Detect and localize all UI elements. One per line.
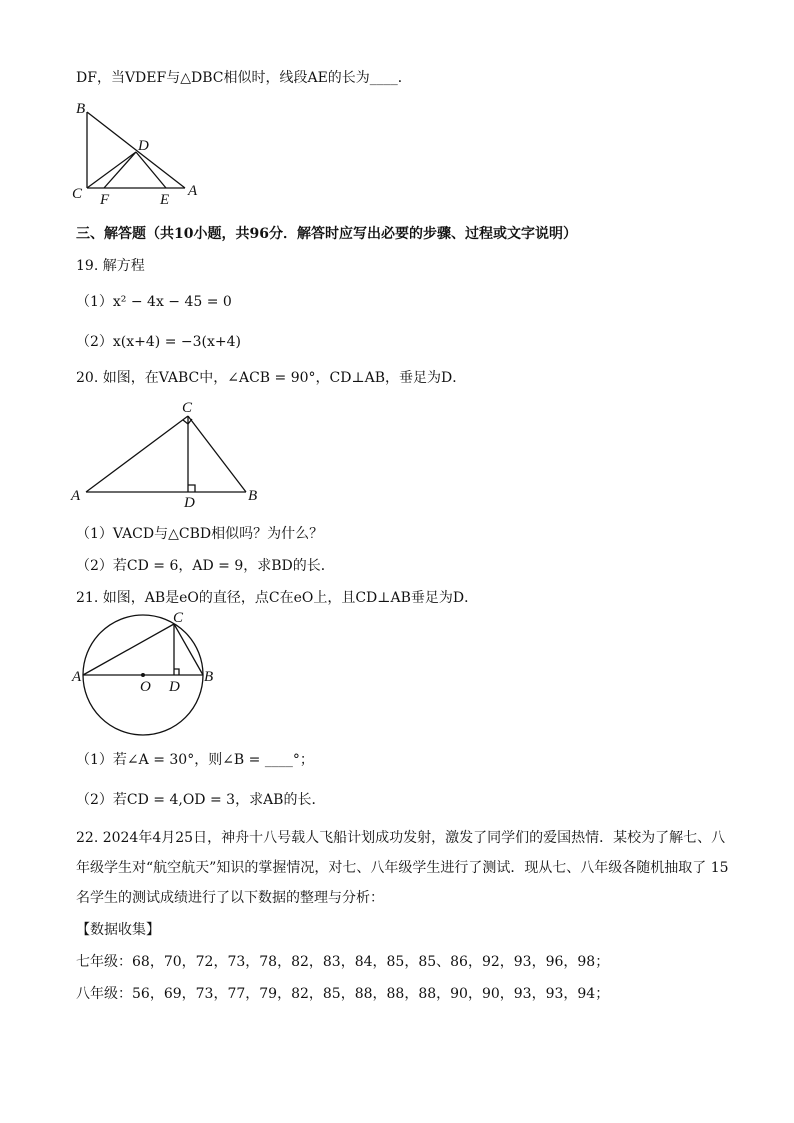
question-22-line3: 名学生的测试成绩进行了以下数据的整理与分析： bbox=[76, 890, 384, 906]
right-triangle-figure-q20 bbox=[68, 398, 268, 510]
question-22-line2: 年级学生对“航空航天”知识的掌握情况，对七、八年级学生进行了测试．现从七、八年级各随机抽取了 15 bbox=[76, 860, 729, 876]
question-19-part2: （2）x(x+4) = −3(x+4) bbox=[76, 334, 241, 350]
question-19: 19. 解方程 bbox=[76, 258, 145, 274]
label-A: A bbox=[71, 488, 81, 504]
label-E: E bbox=[160, 192, 170, 208]
question-20: 20. 如图，在VABC中，∠ACB = 90°，CD⊥AB，垂足为D． bbox=[76, 370, 467, 386]
label-B: B bbox=[204, 669, 214, 685]
label-C: C bbox=[72, 186, 83, 202]
grade-7-scores: 七年级：68，70，72，73，78，82，83，84，85，85、86，92，93，96，98； bbox=[76, 954, 610, 970]
label-O: O bbox=[140, 679, 151, 695]
label-D: D bbox=[138, 138, 149, 154]
grade-8-scores: 八年级：56，69，73，77，79，82，85，88，88，88，90，90，93，93，94； bbox=[76, 986, 610, 1002]
label-D: D bbox=[169, 679, 180, 695]
circle-figure-q21 bbox=[70, 608, 220, 738]
question-21-part2: （2）若CD = 4,OD = 3，求AB的长． bbox=[76, 792, 326, 808]
question-21-part1: （1）若∠A = 30°，则∠B = ____°； bbox=[76, 752, 314, 768]
triangle-figure-q18 bbox=[70, 100, 210, 210]
section-heading: 三、解答题（共10小题，共96分．解答时应写出必要的步骤、过程或文字说明） bbox=[76, 226, 577, 242]
question-21: 21. 如图，AB是eO的直径，点C在eO上，且CD⊥AB垂足为D． bbox=[76, 590, 479, 606]
question-20-part1: （1）VACD与△CBD相似吗？为什么？ bbox=[76, 526, 324, 542]
question-18-tail: DF，当VDEF与△DBC相似时，线段AE的长为____． bbox=[76, 70, 412, 86]
label-A: A bbox=[72, 669, 82, 685]
question-22-line1: 22. 2024年4月25日，神舟十八号载人飞船计划成功发射，激发了同学们的爱国热情．某校为了解七、八 bbox=[76, 830, 726, 846]
data-collection-heading: 【数据收集】 bbox=[76, 922, 160, 938]
label-B: B bbox=[248, 488, 258, 504]
question-19-part1: （1）x² − 4x − 45 = 0 bbox=[76, 294, 232, 310]
label-C: C bbox=[173, 610, 184, 626]
label-D: D bbox=[184, 495, 195, 510]
label-C: C bbox=[182, 400, 193, 416]
label-B: B bbox=[76, 101, 86, 117]
question-20-part2: （2）若CD = 6，AD = 9，求BD的长． bbox=[76, 558, 335, 574]
label-F: F bbox=[100, 192, 110, 208]
label-A: A bbox=[188, 183, 198, 199]
